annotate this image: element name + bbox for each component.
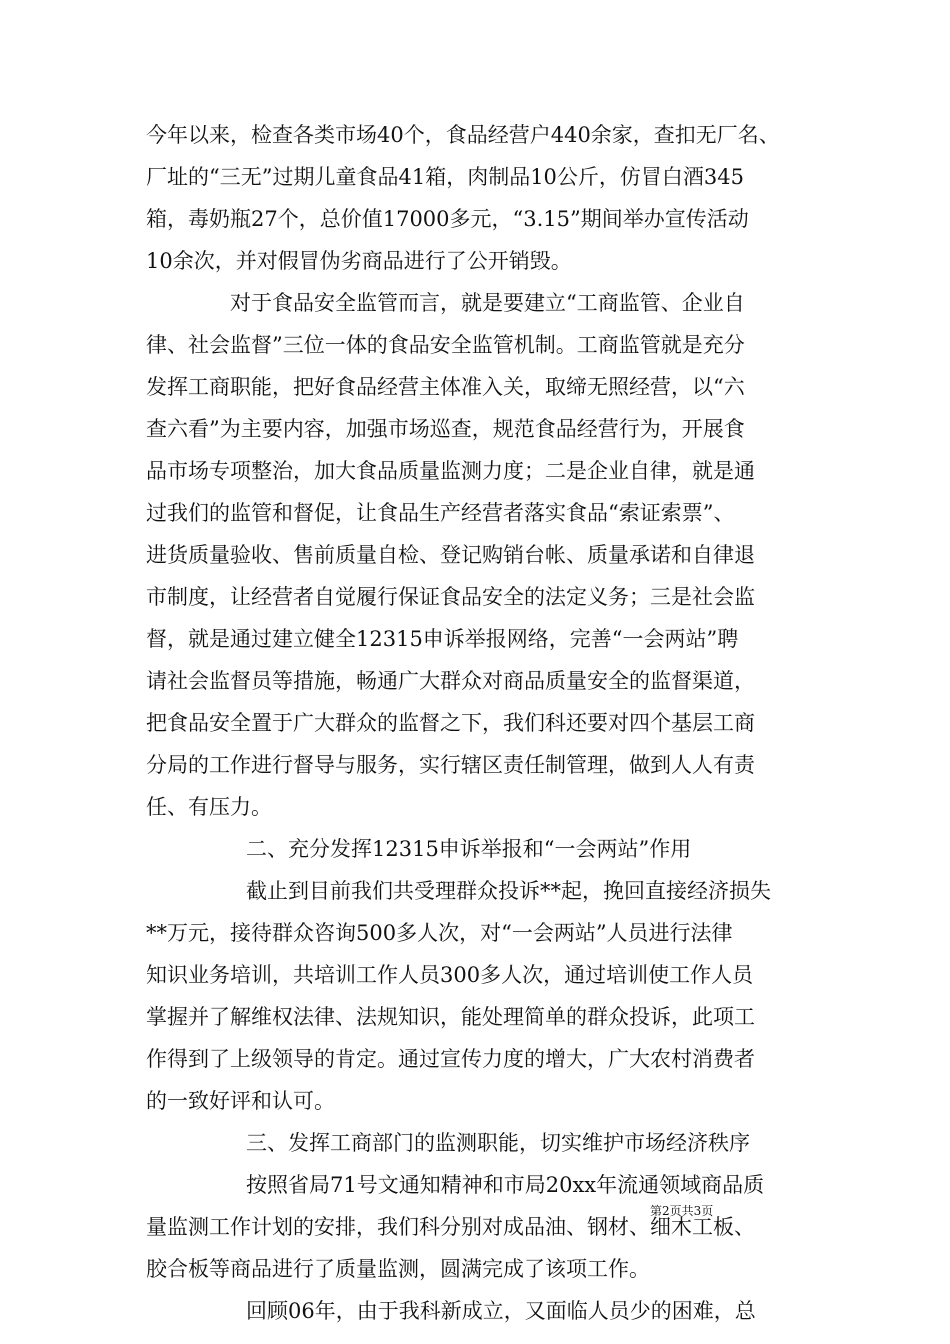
text-line: 作得到了上级领导的肯定。通过宣传力度的增大，广大农村消费者 <box>146 1047 755 1071</box>
body-text <box>146 114 806 1332</box>
text-line: 的一致好评和认可。 <box>146 1089 335 1113</box>
text-line: 把食品安全置于广大群众的监督之下，我们科还要对四个基层工商 <box>146 711 755 735</box>
text-line: 督，就是通过建立健全12315申诉举报网络，完善“一会两站”聘 <box>146 627 739 651</box>
text-line: 对于食品安全监管而言，就是要建立“工商监管、企业自 <box>230 291 745 315</box>
text-line: 量监测工作计划的安排，我们科分别对成品油、钢材、细木工板、 <box>146 1215 755 1239</box>
text-line: 任、有压力。 <box>146 795 272 819</box>
text-line: 律、社会监督”三位一体的食品安全监管机制。工商监管就是充分 <box>146 333 745 357</box>
text-line: 今年以来，检查各类市场40个，食品经营户440余家，查扣无厂名、 <box>146 123 780 147</box>
text-line: 厂址的“三无”过期儿童食品41箱，肉制品10公斤，仿冒白酒345 <box>146 165 744 189</box>
text-line: 品市场专项整治，加大食品质量监测力度；二是企业自律，就是通 <box>146 459 755 483</box>
text-line: 掌握并了解维权法律、法规知识，能处理简单的群众投诉，此项工 <box>146 1005 755 1029</box>
text-line: 市制度，让经营者自觉履行保证食品安全的法定义务；三是社会监 <box>146 585 755 609</box>
text-line: 箱，毒奶瓶27个，总价值17000多元，“3.15”期间举办宣传活动 <box>146 207 749 231</box>
text-line: **万元，接待群众咨询500多人次，对“一会两站”人员进行法律 <box>146 921 733 945</box>
text-line: 截止到目前我们共受理群众投诉**起，挽回直接经济损失 <box>246 879 771 903</box>
text-line: 知识业务培训，共培训工作人员300多人次，通过培训使工作人员 <box>146 963 754 987</box>
text-line: 进货质量验收、售前质量自检、登记购销台帐、质量承诺和自律退 <box>146 543 755 567</box>
text-line: 过我们的监管和督促，让食品生产经营者落实食品“索证索票”、 <box>146 501 735 525</box>
text-line: 10余次，并对假冒伪劣商品进行了公开销毁。 <box>146 249 572 273</box>
text-line: 发挥工商职能，把好食品经营主体准入关，取缔无照经营，以“六 <box>146 375 745 399</box>
page-number: 第2页共3页 <box>650 1204 714 1218</box>
section-heading: 二、充分发挥12315申诉举报和“一会两站”作用 <box>246 837 692 861</box>
text-line: 查六看”为主要内容，加强市场巡查，规范食品经营行为，开展食 <box>146 417 745 441</box>
text-line: 回顾06年，由于我科新成立，又面临人员少的困难，总 <box>246 1299 756 1323</box>
text-line: 请社会监督员等措施，畅通广大群众对商品质量安全的监督渠道， <box>146 669 755 693</box>
text-line: 胶合板等商品进行了质量监测，圆满完成了该项工作。 <box>146 1257 650 1281</box>
text-line: 按照省局71号文通知精神和市局20xx年流通领域商品质 <box>246 1173 765 1197</box>
text-line: 分局的工作进行督导与服务，实行辖区责任制管理，做到人人有责 <box>146 753 755 777</box>
section-heading: 三、发挥工商部门的监测职能，切实维护市场经济秩序 <box>246 1131 750 1155</box>
